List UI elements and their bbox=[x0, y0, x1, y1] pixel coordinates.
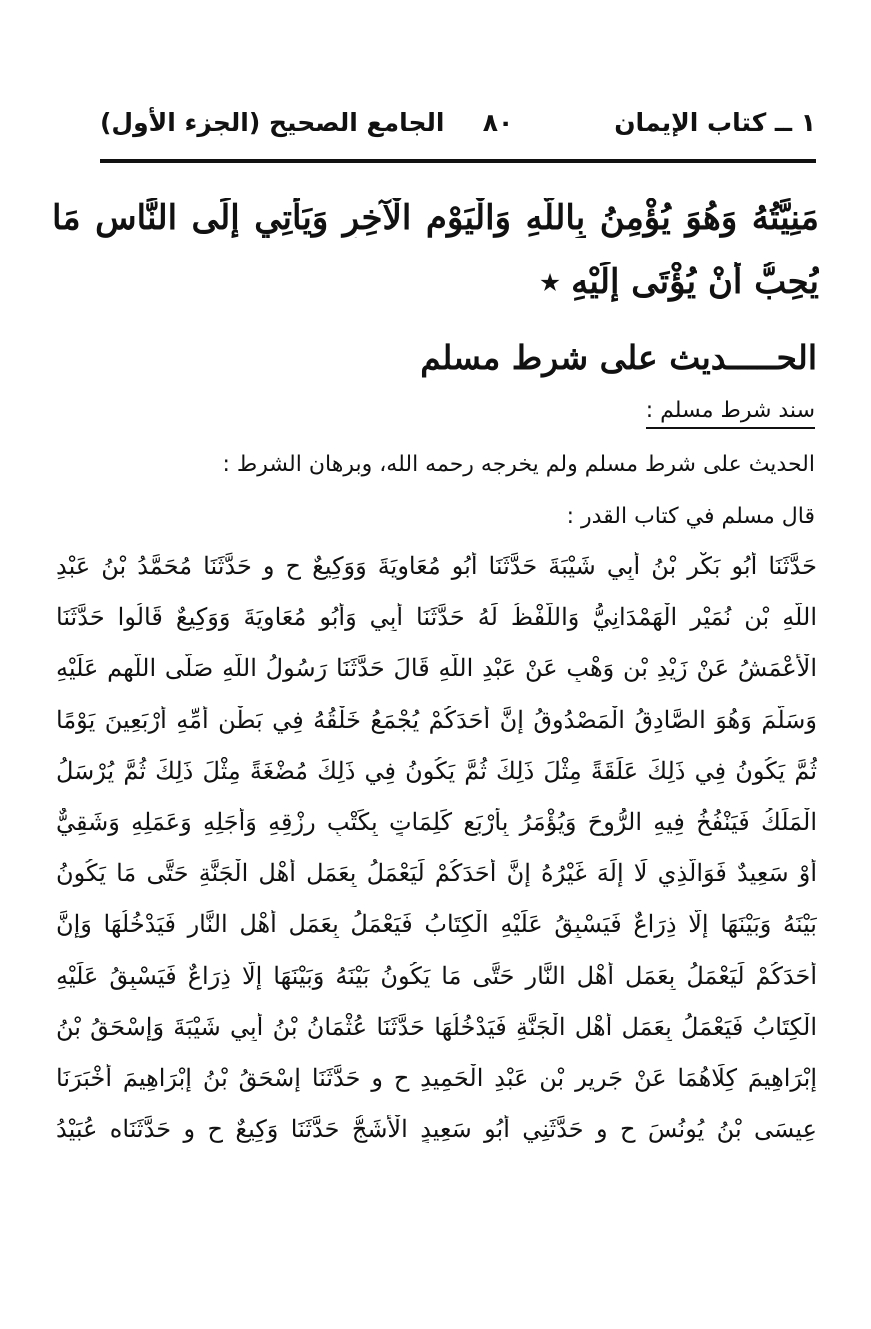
hadith-line: وَسَلَّمَ وَهُوَ الصَّادِقُ الْمَصْدُوقُ إِنَّ أَحَدَكُمْ يُجْمَعُ خَلْقُهُ فِي بَطْنِ أُمِّهِ أَرْبَعِينَ يَوْمًا bbox=[56, 706, 817, 734]
intro-line: الحديث على شرط مسلم ولم يخرجه رحمه الله، وبرهان الشرط : bbox=[222, 452, 815, 477]
hadith-line: أَحَدَكُمْ لَيَعْمَلُ بِعَمَلِ أَهْلِ النَّارِ حَتَّى مَا يَكُونُ بَيْنَهُ وَبَيْنَهَا إِلَّا ذِرَاعٌ فَيَسْبِقُ عَلَيْهِ bbox=[56, 962, 817, 990]
hadith-line: حَدَّثَنَا أَبُو بَكْرِ بْنُ أَبِي شَيْبَةَ حَدَّثَنَا أَبُو مُعَاوِيَةَ وَوَكِيعٌ ح و حَدَّثَنَا مُحَمَّدُ بْنُ عَبْدِ bbox=[56, 552, 817, 580]
isnad-subheading: سند شرط مسلم : bbox=[646, 398, 815, 429]
matn-line: يُحِبُّ أَنْ يُؤْتَى إِلَيْهِ ٭ bbox=[540, 262, 819, 302]
page-number: ٨٠ bbox=[482, 108, 514, 137]
chapter-title: ١ ــ كتاب الإيمان bbox=[614, 108, 816, 137]
header-rule bbox=[100, 159, 816, 163]
matn-line: مَنِيَّتُهُ وَهُوَ يُؤْمِنُ بِاللَّهِ وَالْيَوْمِ الْآخِرِ وَيَأْتِي إِلَى النَّاسِ مَا bbox=[52, 198, 819, 238]
hadith-line: اللَّهِ بْنِ نُمَيْرٍ الْهَمْدَانِيُّ وَاللَّفْظُ لَهُ حَدَّثَنَا أَبِي وَأَبُو مُعَاوِيَةَ وَوَكِيعٌ قَالُوا حَدَّثَنَا bbox=[56, 603, 817, 631]
hadith-line: أَوْ سَعِيدٌ فَوَالَّذِي لَا إِلَهَ غَيْرُهُ إِنَّ أَحَدَكُمْ لَيَعْمَلُ بِعَمَلِ أَهْلِ الْجَنَّةِ حَتَّى مَا يَكُونُ bbox=[56, 859, 817, 887]
hadith-line: إِبْرَاهِيمَ كِلَاهُمَا عَنْ جَرِيرِ بْنِ عَبْدِ الْحَمِيدِ ح و حَدَّثَنَا إِسْحَقُ بْنُ إِبْرَاهِيمَ أَخْبَرَنَا bbox=[56, 1064, 817, 1092]
intro-line: قال مسلم في كتاب القدر : bbox=[566, 504, 815, 529]
hadith-line: الْأَعْمَشُ عَنْ زَيْدِ بْنِ وَهْبٍ عَنْ عَبْدِ اللَّهِ قَالَ حَدَّثَنَا رَسُولُ اللَّهِ صَلَّى اللَّهم عَلَيْهِ bbox=[56, 654, 817, 682]
book-title: الجامع الصحيح (الجزء الأول) bbox=[100, 108, 445, 137]
hadith-line: الْمَلَكُ فَيَنْفُخُ فِيهِ الرُّوحَ وَيُؤْمَرُ بِأَرْبَعِ كَلِمَاتٍ بِكَتْبِ رِزْقِهِ وَأَجَلِهِ وَعَمَلِهِ وَشَقِيٌّ bbox=[56, 808, 817, 836]
hadith-line: الْكِتَابُ فَيَعْمَلُ بِعَمَلِ أَهْلِ الْجَنَّةِ فَيَدْخُلُهَا حَدَّثَنَا عُثْمَانُ بْنُ أَبِي شَيْبَةَ وَإِسْحَقُ بْنُ bbox=[56, 1013, 817, 1041]
hadith-line: بَيْنَهُ وَبَيْنَهَا إِلَّا ذِرَاعٌ فَيَسْبِقُ عَلَيْهِ الْكِتَابُ فَيَعْمَلُ بِعَمَلِ أَهْلِ النَّارِ فَيَدْخُلُهَا وَإِنَّ bbox=[56, 910, 817, 938]
hadith-line: ثُمَّ يَكُونُ فِي ذَلِكَ عَلَقَةً مِثْلَ ذَلِكَ ثُمَّ يَكُونُ فِي ذَلِكَ مُضْغَةً مِثْلَ ذَلِكَ ثُمَّ يُرْسَلُ bbox=[56, 757, 817, 785]
section-heading: الحـــــديث على شرط مسلم bbox=[420, 338, 817, 377]
running-header bbox=[100, 108, 816, 144]
hadith-line: عِيسَى بْنُ يُونُسَ ح و حَدَّثَنِي أَبُو سَعِيدٍ الْأَشَجُّ حَدَّثَنَا وَكِيعٌ ح و حَدَّثَنَاه عُبَيْدُ bbox=[56, 1115, 817, 1143]
